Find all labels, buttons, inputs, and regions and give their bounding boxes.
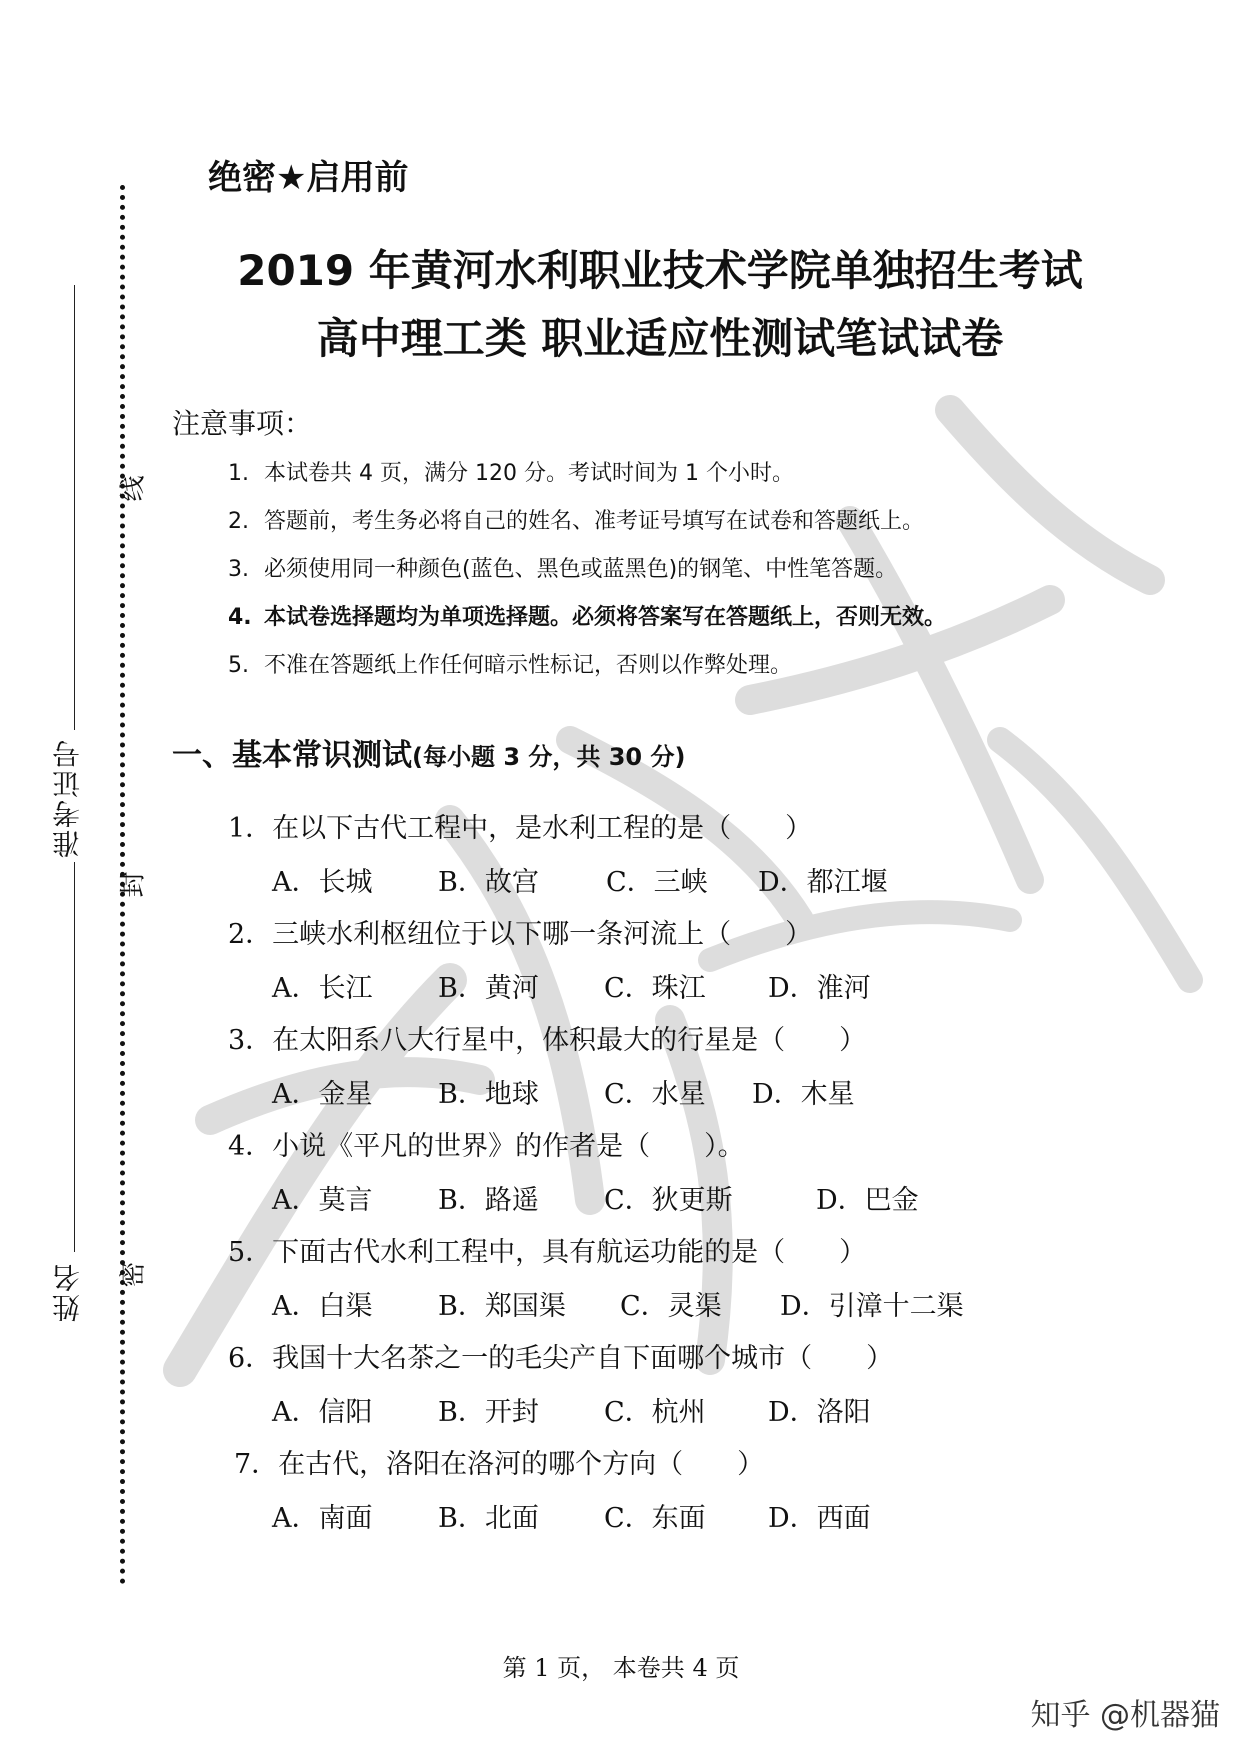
page-footer: 第 1 页， 本卷共 4 页 <box>502 1654 740 1682</box>
option-d: D．洛阳 <box>768 1397 871 1428</box>
exam-title-line1: 2019 年黄河水利职业技术学院单独招生考试 <box>237 246 1083 295</box>
secret-mark: 绝密★启用前 <box>208 158 409 198</box>
notice-item-text: 答题前，考生务必将自己的姓名、准考证号填写在试卷和答题纸上。 <box>264 509 925 534</box>
exam-title-line2: 高中理工类 职业适应性测试笔试试卷 <box>316 314 1004 363</box>
notice-item-number: 3. <box>228 557 249 582</box>
binding-seal-char: 封 <box>118 871 149 898</box>
option-d: D．西面 <box>768 1503 871 1534</box>
notice-item <box>228 648 792 679</box>
question-stem: 5．下面古代水利工程中，具有航运功能的是（ ） <box>228 1237 867 1268</box>
option-b: B．故宫 <box>438 867 539 898</box>
question-stem: 4．小说《平凡的世界》的作者是（ ）。 <box>228 1131 745 1162</box>
option-c: C．杭州 <box>604 1397 706 1428</box>
binding-secret-char: 密 <box>118 1261 149 1288</box>
option-a: A．长江 <box>272 973 373 1004</box>
option-d: D．都江堰 <box>758 867 888 898</box>
notice-item-number: 1. <box>228 461 249 486</box>
option-d: D．引漳十二渠 <box>780 1291 964 1322</box>
section-score-note: (每小题 3 分，共 30 分) <box>412 743 686 771</box>
notice-item-text: 不准在答题纸上作任何暗示性标记，否则以作弊处理。 <box>264 653 793 678</box>
name-rule-top <box>74 862 75 1252</box>
notice-item-number: 2. <box>228 509 249 534</box>
option-a: A．金星 <box>272 1079 373 1110</box>
option-a: A．长城 <box>272 867 373 898</box>
notice-item <box>228 600 946 631</box>
notice-item <box>228 504 924 535</box>
option-a: A．南面 <box>272 1503 373 1534</box>
question-stem: 1．在以下古代工程中，是水利工程的是（ ） <box>228 813 813 844</box>
notice-item-number: 4. <box>228 605 252 630</box>
option-c: C．东面 <box>604 1503 706 1534</box>
option-d: D．木星 <box>752 1079 855 1110</box>
notice-heading: 注意事项： <box>172 407 313 440</box>
notice-item-text: 本试卷共 4 页，满分 120 分。考试时间为 1 个小时。 <box>264 461 794 486</box>
section-heading <box>172 730 685 774</box>
notice-item <box>228 552 897 583</box>
option-a: A．莫言 <box>272 1185 373 1216</box>
option-c: C．珠江 <box>604 973 706 1004</box>
question-stem: 3．在太阳系八大行星中，体积最大的行星是（ ） <box>228 1025 867 1056</box>
option-d: D．巴金 <box>816 1185 919 1216</box>
option-c: C．水星 <box>604 1079 706 1110</box>
option-b: B．郑国渠 <box>438 1291 566 1322</box>
option-b: B．北面 <box>438 1503 539 1534</box>
option-c: C．灵渠 <box>620 1291 722 1322</box>
option-d: D．淮河 <box>768 973 871 1004</box>
option-c: C．三峡 <box>606 867 708 898</box>
brand-watermark-text: 知乎 @机器猫 <box>1030 1698 1220 1733</box>
notice-item-text: 必须使用同一种颜色(蓝色、黑色或蓝黑色)的钢笔、中性笔答题。 <box>264 557 898 582</box>
option-c: C．狄更斯 <box>604 1185 733 1216</box>
exam-id-rule <box>74 285 75 730</box>
binding-line-char: 线 <box>118 475 149 502</box>
option-a: A．信阳 <box>272 1397 373 1428</box>
notice-item-text: 本试卷选择题均为单项选择题。必须将答案写在答题纸上，否则无效。 <box>264 605 947 630</box>
question-stem: 7．在古代，洛阳在洛河的哪个方向（ ） <box>234 1449 765 1480</box>
option-b: B．黄河 <box>438 973 539 1004</box>
option-b: B．开封 <box>438 1397 539 1428</box>
exam-id-label: 准考证号 <box>51 738 84 858</box>
section-title: 一、基本常识测试 <box>172 738 412 773</box>
question-stem: 2．三峡水利枢纽位于以下哪一条河流上（ ） <box>228 919 813 950</box>
notice-item-number: 5. <box>228 653 249 678</box>
name-label: 姓名 <box>51 1262 84 1322</box>
notice-item <box>228 456 794 487</box>
question-stem: 6．我国十大名茶之一的毛尖产自下面哪个城市（ ） <box>228 1343 894 1374</box>
option-a: A．白渠 <box>272 1291 373 1322</box>
option-b: B．路遥 <box>438 1185 539 1216</box>
option-b: B．地球 <box>438 1079 539 1110</box>
